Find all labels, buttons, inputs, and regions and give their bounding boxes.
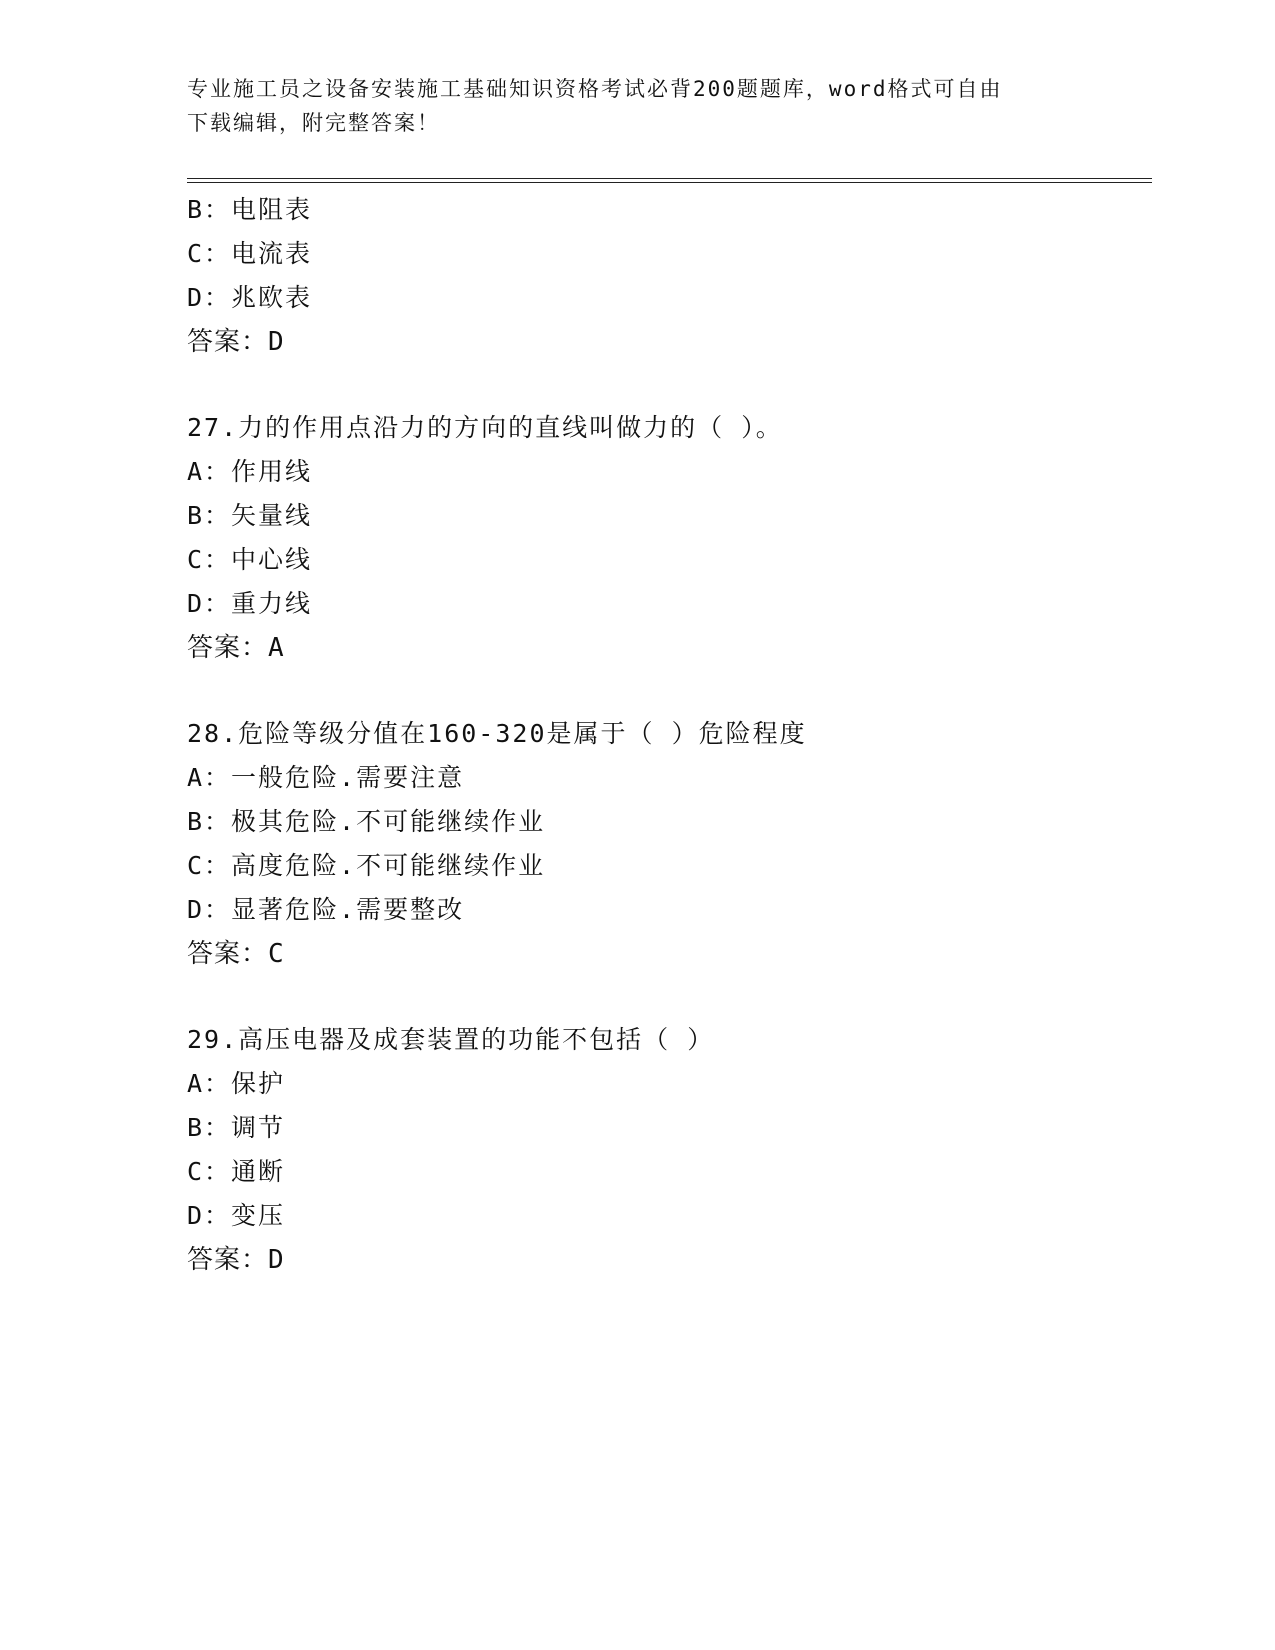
answer-line [187, 628, 285, 668]
answer-line [187, 322, 285, 362]
answer-value: C [268, 939, 285, 969]
answer-label: 答案： [187, 633, 269, 663]
option-b: B：电阻表 [187, 195, 313, 224]
answer-value: D [268, 1245, 285, 1275]
option-b: B：调节 [187, 1113, 286, 1142]
answer-label: 答案： [187, 939, 269, 969]
option-d: D：显著危险.需要整改 [187, 895, 465, 924]
option-d: D：兆欧表 [187, 283, 313, 312]
page-header [187, 72, 1087, 140]
header-line-1: 专业施工员之设备安装施工基础知识资格考试必背200题题库，word格式可自由 [187, 77, 1003, 101]
answer-value: D [268, 327, 285, 357]
header-divider [187, 178, 1152, 183]
option-d: D：重力线 [187, 589, 313, 618]
answer-value: A [268, 633, 285, 663]
header-line-2: 下载编辑，附完整答案！ [187, 111, 440, 135]
answer-line [187, 1240, 285, 1280]
question-stem: 27.力的作用点沿力的方向的直线叫做力的（ ）。 [187, 413, 783, 442]
option-a: A：保护 [187, 1069, 286, 1098]
answer-label: 答案： [187, 327, 269, 357]
question-stem: 29.高压电器及成套装置的功能不包括（ ） [187, 1025, 715, 1054]
question-stem: 28.危险等级分值在160-320是属于（ ）危险程度 [187, 719, 807, 748]
answer-line [187, 934, 285, 974]
option-d: D：变压 [187, 1201, 286, 1230]
option-a: A：作用线 [187, 457, 313, 486]
option-c: C：高度危险.不可能继续作业 [187, 851, 546, 880]
answer-label: 答案： [187, 1245, 269, 1275]
option-c: C：电流表 [187, 239, 313, 268]
option-b: B：矢量线 [187, 501, 313, 530]
option-b: B：极其危险.不可能继续作业 [187, 807, 546, 836]
option-a: A：一般危险.需要注意 [187, 763, 465, 792]
option-c: C：通断 [187, 1157, 286, 1186]
option-c: C：中心线 [187, 545, 313, 574]
